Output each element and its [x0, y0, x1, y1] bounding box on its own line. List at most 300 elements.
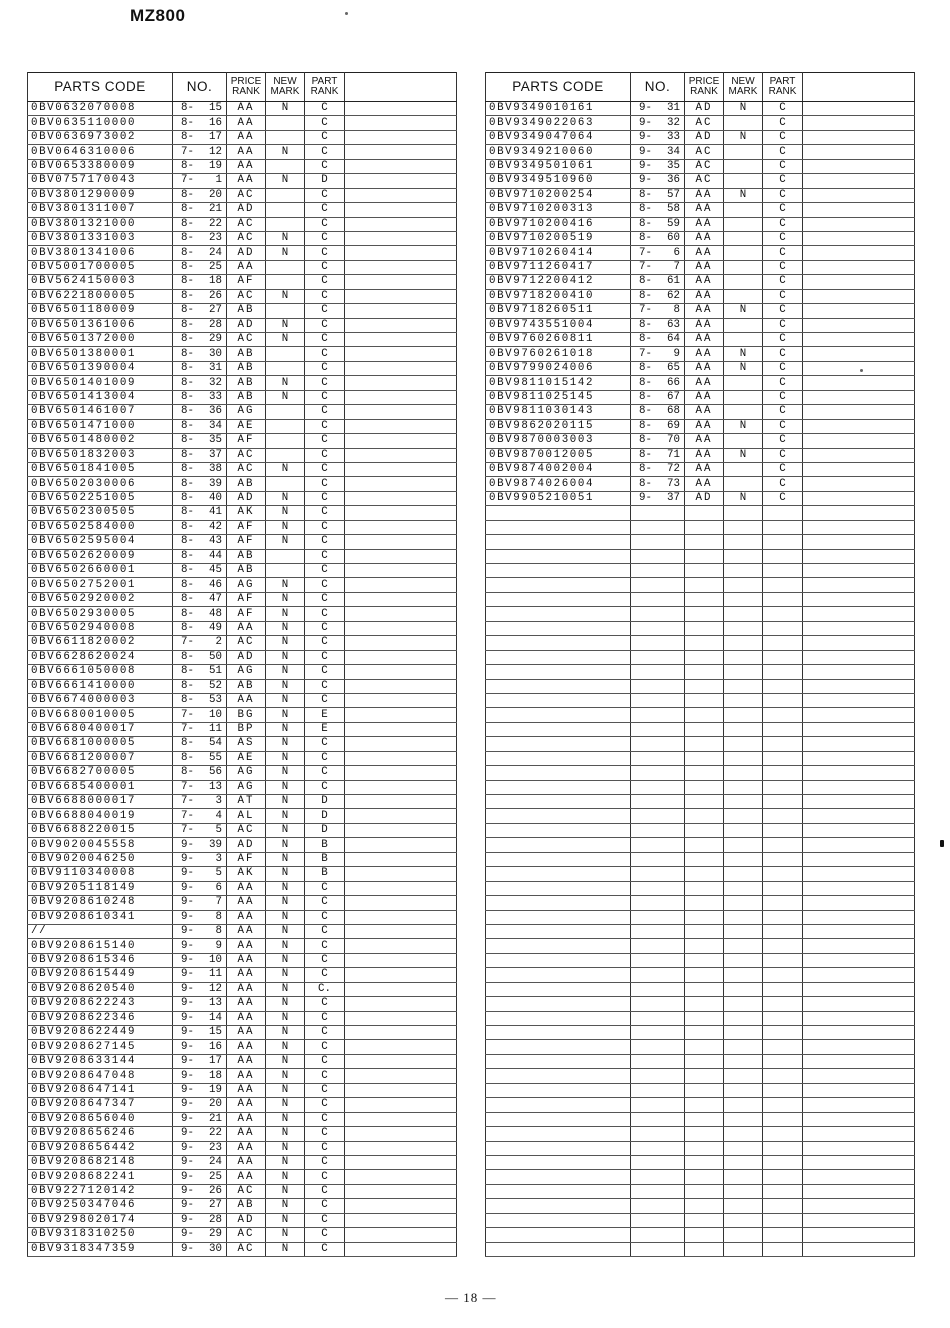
empty-cell [486, 823, 631, 837]
empty-cell [486, 751, 631, 765]
parts-code-cell: 0BV9712200412 [486, 275, 631, 289]
parts-code-cell: 0BV0757170043 [28, 174, 173, 188]
empty-cell [724, 1011, 763, 1025]
table-row [28, 1155, 457, 1169]
no-cell [173, 953, 227, 967]
table-row [28, 520, 457, 534]
empty-cell [685, 636, 724, 650]
table-row [28, 621, 457, 635]
no-prefix: 7- [639, 347, 652, 360]
part-rank-cell: C [763, 477, 803, 491]
no-number: 15 [209, 102, 222, 115]
blank-cell [345, 361, 457, 375]
price-rank-cell: AF [227, 520, 266, 534]
no-cell [631, 231, 685, 245]
empty-cell [803, 520, 915, 534]
empty-cell [631, 997, 685, 1011]
blank-cell [345, 491, 457, 505]
blank-cell [345, 477, 457, 491]
table-header-row [28, 73, 457, 102]
new-mark-cell [724, 318, 763, 332]
table-row [28, 1011, 457, 1025]
table-row [28, 809, 457, 823]
parts-code-cell: 0BV9710200416 [486, 217, 631, 231]
blank-cell [345, 722, 457, 736]
part-rank-cell: C [763, 390, 803, 404]
table-row [28, 896, 457, 910]
empty-cell [724, 665, 763, 679]
blank-cell [345, 607, 457, 621]
empty-cell [685, 506, 724, 520]
part-rank-cell: C [305, 1184, 345, 1198]
part-rank-cell: C [305, 549, 345, 563]
empty-cell [763, 564, 803, 578]
no-cell [173, 997, 227, 1011]
price-rank-cell: AC [685, 145, 724, 159]
no-prefix: 8- [181, 347, 194, 360]
table-row [28, 390, 457, 404]
blank-cell [345, 246, 457, 260]
price-rank-cell: AB [227, 1199, 266, 1213]
model-title: MZ800 [130, 6, 186, 25]
new-mark-cell: N [266, 506, 305, 520]
blank-cell [345, 953, 457, 967]
empty-cell [803, 1040, 915, 1054]
empty-cell [685, 953, 724, 967]
price-rank-cell: AA [227, 621, 266, 635]
parts-code-cell: 0BV9208656246 [28, 1127, 173, 1141]
no-cell [173, 361, 227, 375]
parts-code-cell: 0BV0635110000 [28, 116, 173, 130]
parts-code-cell: 0BV6680400017 [28, 722, 173, 736]
part-rank-cell: C [305, 289, 345, 303]
price-rank-cell: AA [227, 1011, 266, 1025]
no-cell [173, 506, 227, 520]
new-mark-cell: N [266, 679, 305, 693]
table-row [28, 477, 457, 491]
no-prefix: 8- [639, 448, 652, 461]
empty-cell [803, 896, 915, 910]
price-rank-cell: AA [227, 968, 266, 982]
empty-cell [763, 982, 803, 996]
empty-cell [486, 535, 631, 549]
no-cell [173, 722, 227, 736]
table-row [28, 766, 457, 780]
table-row [486, 1127, 915, 1141]
no-prefix: 8- [181, 492, 194, 505]
blank-cell [345, 592, 457, 606]
no-number: 29 [209, 1228, 222, 1241]
part-rank-cell: C [305, 1011, 345, 1025]
blank-cell [803, 231, 915, 245]
parts-code-cell: 0BV6502660001 [28, 564, 173, 578]
table-row [486, 578, 915, 592]
new-mark-cell: N [266, 896, 305, 910]
empty-cell [631, 1141, 685, 1155]
no-cell [173, 1127, 227, 1141]
blank-cell [803, 116, 915, 130]
no-prefix: 8- [181, 766, 194, 779]
empty-cell [486, 1069, 631, 1083]
no-prefix: 8- [181, 102, 194, 115]
no-cell [631, 390, 685, 404]
no-number: 19 [209, 159, 222, 172]
price-rank-cell: AA [227, 896, 266, 910]
no-prefix: 8- [181, 131, 194, 144]
col-no: NO. [173, 73, 227, 102]
no-prefix: 9- [181, 1242, 194, 1255]
empty-cell [724, 953, 763, 967]
part-rank-cell: C [305, 376, 345, 390]
scan-mark [940, 840, 944, 847]
price-rank-cell: AD [227, 318, 266, 332]
price-rank-cell: AB [227, 390, 266, 404]
no-cell [173, 390, 227, 404]
no-cell [631, 318, 685, 332]
empty-cell [631, 939, 685, 953]
empty-cell [685, 968, 724, 982]
blank-cell [803, 491, 915, 505]
part-rank-cell: C [305, 1098, 345, 1112]
parts-code-cell: 0BV0646310006 [28, 145, 173, 159]
part-rank-cell: B [305, 838, 345, 852]
new-mark-cell [266, 477, 305, 491]
price-rank-cell: AK [227, 506, 266, 520]
part-rank-cell: C [305, 1228, 345, 1242]
table-row [28, 924, 457, 938]
table-row [28, 1098, 457, 1112]
price-rank-cell: AA [227, 910, 266, 924]
price-rank-cell: AA [227, 102, 266, 116]
no-cell [173, 867, 227, 881]
empty-cell [803, 650, 915, 664]
empty-cell [631, 809, 685, 823]
empty-cell [631, 737, 685, 751]
new-mark-cell: N [724, 102, 763, 116]
empty-cell [631, 578, 685, 592]
no-cell [631, 405, 685, 419]
part-rank-cell: C [763, 333, 803, 347]
no-number: 39 [209, 477, 222, 490]
table-row [28, 419, 457, 433]
table-row [28, 145, 457, 159]
table-row [486, 795, 915, 809]
no-number: 60 [667, 232, 680, 245]
empty-cell [486, 592, 631, 606]
price-rank-cell: AA [227, 997, 266, 1011]
parts-code-cell: 0BV9811025145 [486, 390, 631, 404]
price-rank-cell: AA [227, 1054, 266, 1068]
blank-cell [345, 520, 457, 534]
table-row [28, 939, 457, 953]
no-prefix: 8- [181, 593, 194, 606]
no-number: 65 [667, 362, 680, 375]
parts-code-cell: 0BV3801290009 [28, 188, 173, 202]
empty-cell [486, 795, 631, 809]
col-parts-code: PARTS CODE [28, 73, 173, 102]
part-rank-cell: C [305, 1155, 345, 1169]
table-row [28, 260, 457, 274]
blank-cell [345, 823, 457, 837]
empty-cell [685, 1213, 724, 1227]
part-rank-cell: C [305, 419, 345, 433]
parts-code-cell: 0BV9208647141 [28, 1083, 173, 1097]
price-rank-cell: AK [227, 867, 266, 881]
empty-cell [724, 1242, 763, 1256]
no-prefix: 8- [181, 665, 194, 678]
no-cell [173, 809, 227, 823]
no-cell [173, 881, 227, 895]
no-cell [173, 174, 227, 188]
no-cell [631, 361, 685, 375]
price-rank-cell: AA [227, 1170, 266, 1184]
col-blank [345, 73, 457, 102]
no-cell [173, 1242, 227, 1256]
part-rank-cell: C [305, 693, 345, 707]
no-prefix: 9- [639, 131, 652, 144]
empty-cell [631, 636, 685, 650]
no-prefix: 8- [639, 362, 652, 375]
empty-cell [724, 1026, 763, 1040]
no-number: 20 [209, 188, 222, 201]
empty-cell [685, 1098, 724, 1112]
new-mark-cell: N [266, 953, 305, 967]
blank-cell [345, 1083, 457, 1097]
new-mark-cell: N [266, 708, 305, 722]
empty-cell [724, 1141, 763, 1155]
new-mark-cell: N [266, 852, 305, 866]
empty-cell [803, 607, 915, 621]
empty-cell [486, 607, 631, 621]
table-row [28, 1170, 457, 1184]
no-number: 15 [209, 1026, 222, 1039]
no-prefix: 9- [639, 174, 652, 187]
empty-cell [724, 1170, 763, 1184]
empty-cell [685, 867, 724, 881]
no-prefix: 9- [181, 867, 194, 880]
new-mark-cell: N [266, 246, 305, 260]
no-prefix: 8- [181, 694, 194, 707]
table-row [28, 982, 457, 996]
table-row [486, 333, 915, 347]
price-rank-cell: AA [685, 260, 724, 274]
empty-cell [724, 737, 763, 751]
parts-code-cell: 0BV9208622449 [28, 1026, 173, 1040]
empty-cell [486, 852, 631, 866]
parts-code-cell: 0BV9811030143 [486, 405, 631, 419]
no-cell [173, 838, 227, 852]
parts-code-cell: 0BV9208647048 [28, 1069, 173, 1083]
empty-cell [631, 1184, 685, 1198]
no-cell [173, 1141, 227, 1155]
no-prefix: 9- [181, 852, 194, 865]
price-rank-cell: AL [227, 809, 266, 823]
no-number: 28 [209, 1213, 222, 1226]
no-cell [173, 708, 227, 722]
no-prefix: 8- [181, 564, 194, 577]
no-cell [631, 376, 685, 390]
new-mark-cell [266, 347, 305, 361]
table-row [28, 102, 457, 116]
empty-cell [803, 1155, 915, 1169]
empty-cell [803, 867, 915, 881]
table-row [486, 549, 915, 563]
no-cell [173, 795, 227, 809]
empty-cell [803, 1069, 915, 1083]
empty-cell [685, 592, 724, 606]
empty-cell [724, 881, 763, 895]
empty-cell [631, 852, 685, 866]
empty-cell [803, 1054, 915, 1068]
parts-code-cell: 0BV9874002004 [486, 462, 631, 476]
price-rank-cell: AF [227, 607, 266, 621]
empty-cell [803, 636, 915, 650]
parts-code-cell: 0BV9208615449 [28, 968, 173, 982]
parts-code-cell: 0BV6502300505 [28, 506, 173, 520]
price-rank-cell: BP [227, 722, 266, 736]
blank-cell [345, 751, 457, 765]
table-row [28, 434, 457, 448]
no-number: 61 [667, 275, 680, 288]
price-rank-cell: AA [227, 881, 266, 895]
empty-cell [685, 1040, 724, 1054]
no-cell [631, 448, 685, 462]
no-cell [631, 260, 685, 274]
empty-cell [763, 780, 803, 794]
no-number: 1 [215, 174, 222, 187]
empty-cell [803, 924, 915, 938]
empty-cell [724, 1184, 763, 1198]
price-rank-cell: AF [227, 434, 266, 448]
price-rank-cell: AA [227, 1098, 266, 1112]
new-mark-cell: N [266, 1098, 305, 1112]
no-cell [173, 188, 227, 202]
empty-cell [486, 1213, 631, 1227]
no-cell [173, 159, 227, 173]
price-rank-cell: AF [227, 535, 266, 549]
parts-code-cell: 0BV9208622346 [28, 1011, 173, 1025]
blank-cell [345, 1242, 457, 1256]
empty-cell [763, 809, 803, 823]
empty-cell [486, 939, 631, 953]
new-mark-cell: N [266, 231, 305, 245]
new-mark-cell: N [266, 737, 305, 751]
no-cell [173, 347, 227, 361]
no-number: 33 [209, 390, 222, 403]
parts-code-cell: 0BV6661050008 [28, 665, 173, 679]
blank-cell [803, 347, 915, 361]
parts-code-cell: 0BV9318347359 [28, 1242, 173, 1256]
table-row [486, 665, 915, 679]
empty-cell [486, 896, 631, 910]
no-number: 23 [209, 1141, 222, 1154]
part-rank-cell: C [305, 491, 345, 505]
no-number: 5 [215, 824, 222, 837]
blank-cell [345, 1127, 457, 1141]
no-cell [173, 448, 227, 462]
new-mark-cell: N [266, 795, 305, 809]
new-mark-cell [266, 159, 305, 173]
blank-cell [345, 1026, 457, 1040]
no-number: 70 [667, 434, 680, 447]
part-rank-cell: C [305, 333, 345, 347]
new-mark-cell [724, 246, 763, 260]
parts-code-cell: 0BV9020045558 [28, 838, 173, 852]
no-prefix: 8- [181, 203, 194, 216]
table-row [28, 1083, 457, 1097]
no-cell [173, 116, 227, 130]
parts-code-cell: 0BV6502620009 [28, 549, 173, 563]
no-prefix: 8- [181, 520, 194, 533]
empty-cell [803, 838, 915, 852]
empty-cell [685, 1069, 724, 1083]
table-row [486, 982, 915, 996]
no-prefix: 8- [181, 405, 194, 418]
no-number: 41 [209, 506, 222, 519]
no-prefix: 9- [181, 1127, 194, 1140]
blank-cell [345, 231, 457, 245]
parts-code-cell: 0BV6680010005 [28, 708, 173, 722]
part-rank-cell: C [305, 1069, 345, 1083]
empty-cell [803, 1141, 915, 1155]
no-prefix: 9- [639, 116, 652, 129]
parts-code-cell: 0BV9743551004 [486, 318, 631, 332]
table-row [486, 997, 915, 1011]
part-rank-cell: C [305, 246, 345, 260]
no-prefix: 8- [181, 390, 194, 403]
table-row [28, 188, 457, 202]
blank-cell [345, 318, 457, 332]
no-number: 22 [209, 217, 222, 230]
no-cell [631, 477, 685, 491]
price-rank-cell: AA [685, 390, 724, 404]
part-rank-cell: C [305, 102, 345, 116]
new-mark-cell: N [266, 968, 305, 982]
table-row [28, 708, 457, 722]
blank-cell [345, 376, 457, 390]
no-cell [173, 304, 227, 318]
no-prefix: 8- [181, 506, 194, 519]
table-row [486, 650, 915, 664]
no-number: 51 [209, 665, 222, 678]
part-rank-cell: C [305, 924, 345, 938]
empty-cell [803, 708, 915, 722]
part-rank-cell: C [305, 997, 345, 1011]
empty-cell [763, 520, 803, 534]
table-row [486, 564, 915, 578]
table-row [28, 1112, 457, 1126]
table-row [486, 780, 915, 794]
part-rank-cell: C [763, 203, 803, 217]
no-number: 9 [215, 939, 222, 952]
no-number: 47 [209, 593, 222, 606]
table-row [28, 231, 457, 245]
col-blank [803, 73, 915, 102]
no-cell [631, 275, 685, 289]
no-number: 35 [667, 159, 680, 172]
no-prefix: 9- [181, 997, 194, 1010]
table-row [486, 448, 915, 462]
new-mark-cell: N [266, 520, 305, 534]
no-cell [173, 607, 227, 621]
price-rank-cell: AA [685, 347, 724, 361]
parts-code-cell: 0BV6674000003 [28, 693, 173, 707]
new-mark-cell: N [266, 1213, 305, 1227]
empty-cell [631, 1098, 685, 1112]
no-cell [173, 592, 227, 606]
blank-cell [345, 766, 457, 780]
no-cell [631, 246, 685, 260]
